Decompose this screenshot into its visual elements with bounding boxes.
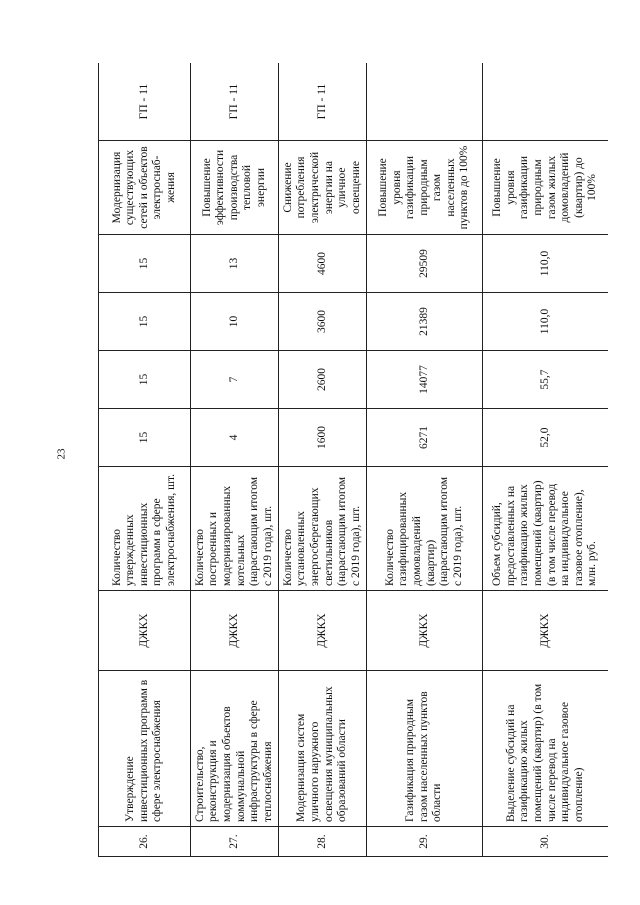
program-cell: ГП - 11 — [99, 63, 191, 141]
value-cell-4: 13 — [191, 235, 279, 293]
row-number-cell: 29. — [367, 827, 483, 857]
expected-result-cell: Повышение эффективности производства тепловой энергии — [191, 141, 279, 235]
value-cell-2: 15 — [99, 351, 191, 409]
executor-cell: ДЖКХ — [279, 591, 367, 671]
executor-cell: ДЖКХ — [483, 591, 609, 671]
measure-name-cell: Строительство, реконструкция и модернизация объектов коммунальной инфраструктуры в сфере теплоснабжения — [191, 671, 279, 827]
value-cell-3: 3600 — [279, 293, 367, 351]
expected-result-cell: Повышение уровня газификации природным газом жилых домовладений (квартир) до 100% — [483, 141, 609, 235]
measure-name-cell: Модернизация систем уличного наружного освещения муниципальных образований области — [279, 671, 367, 827]
table-row — [279, 63, 367, 857]
value-cell-1: 1600 — [279, 409, 367, 467]
value-cell-2: 2600 — [279, 351, 367, 409]
table-row — [99, 63, 191, 857]
program-cell — [483, 63, 609, 141]
row-number-cell: 30. — [483, 827, 609, 857]
value-cell-3: 21389 — [367, 293, 483, 351]
table-row — [367, 63, 483, 857]
program-cell: ГП - 11 — [191, 63, 279, 141]
expected-result-cell: Повышение уровня газификации природным газом населенных пунктов до 100% — [367, 141, 483, 235]
page-number: 23 — [55, 448, 68, 460]
value-cell-4: 15 — [99, 235, 191, 293]
indicator-cell: Количество построенных и модернизированных котельных (нарастающим итогом с 2019 года), шт. — [191, 467, 279, 591]
executor-cell: ДЖКХ — [99, 591, 191, 671]
row-number-cell: 28. — [279, 827, 367, 857]
value-cell-1: 15 — [99, 409, 191, 467]
indicator-cell: Количество утвержденных инвестиционных программ в сфере электроснабжения, шт. — [99, 467, 191, 591]
value-cell-1: 4 — [191, 409, 279, 467]
value-cell-1: 6271 — [367, 409, 483, 467]
row-number-cell: 27. — [191, 827, 279, 857]
indicator-cell: Количество установленных энергосберегающих светильников (нарастающим итогом с 2019 года), шт. — [279, 467, 367, 591]
measures-table — [98, 63, 608, 857]
table-frame — [98, 63, 608, 857]
indicator-cell: Объем субсидий, предоставленных на газификацию жилых помещений (квартир) (в том числе перевод на индивидуальное газовое отопление), млн. руб. — [483, 467, 609, 591]
value-cell-1: 52,0 — [483, 409, 609, 467]
program-cell: ГП - 11 — [279, 63, 367, 141]
row-number-cell: 26. — [99, 827, 191, 857]
value-cell-4: 110,0 — [483, 235, 609, 293]
measure-name-cell: Утверждение инвестиционных программ в сфере электроснабжения — [99, 671, 191, 827]
expected-result-cell: Снижение потребления электрической энергии на уличное освещение — [279, 141, 367, 235]
expected-result-cell: Модернизация существующих сетей и объектов электроснаб-жения — [99, 141, 191, 235]
value-cell-4: 29509 — [367, 235, 483, 293]
measure-name-cell: Выделение субсидий на газификацию жилых помещений (квартир) (в том числе перевод на индивидуальное газовое отопление) — [483, 671, 609, 827]
measure-name-cell: Газификация природным газом населенных пунктов области — [367, 671, 483, 827]
table-row — [191, 63, 279, 857]
executor-cell: ДЖКХ — [191, 591, 279, 671]
value-cell-2: 7 — [191, 351, 279, 409]
indicator-cell: Количество газифицированных домовладений (квартир) (нарастающим итогом с 2019 года), шт. — [367, 467, 483, 591]
rotated-table-wrapper — [98, 63, 608, 857]
executor-cell: ДЖКХ — [367, 591, 483, 671]
value-cell-3: 10 — [191, 293, 279, 351]
value-cell-3: 15 — [99, 293, 191, 351]
value-cell-2: 55,7 — [483, 351, 609, 409]
table-row — [483, 63, 609, 857]
program-cell — [367, 63, 483, 141]
value-cell-2: 14077 — [367, 351, 483, 409]
value-cell-3: 110,0 — [483, 293, 609, 351]
value-cell-4: 4600 — [279, 235, 367, 293]
